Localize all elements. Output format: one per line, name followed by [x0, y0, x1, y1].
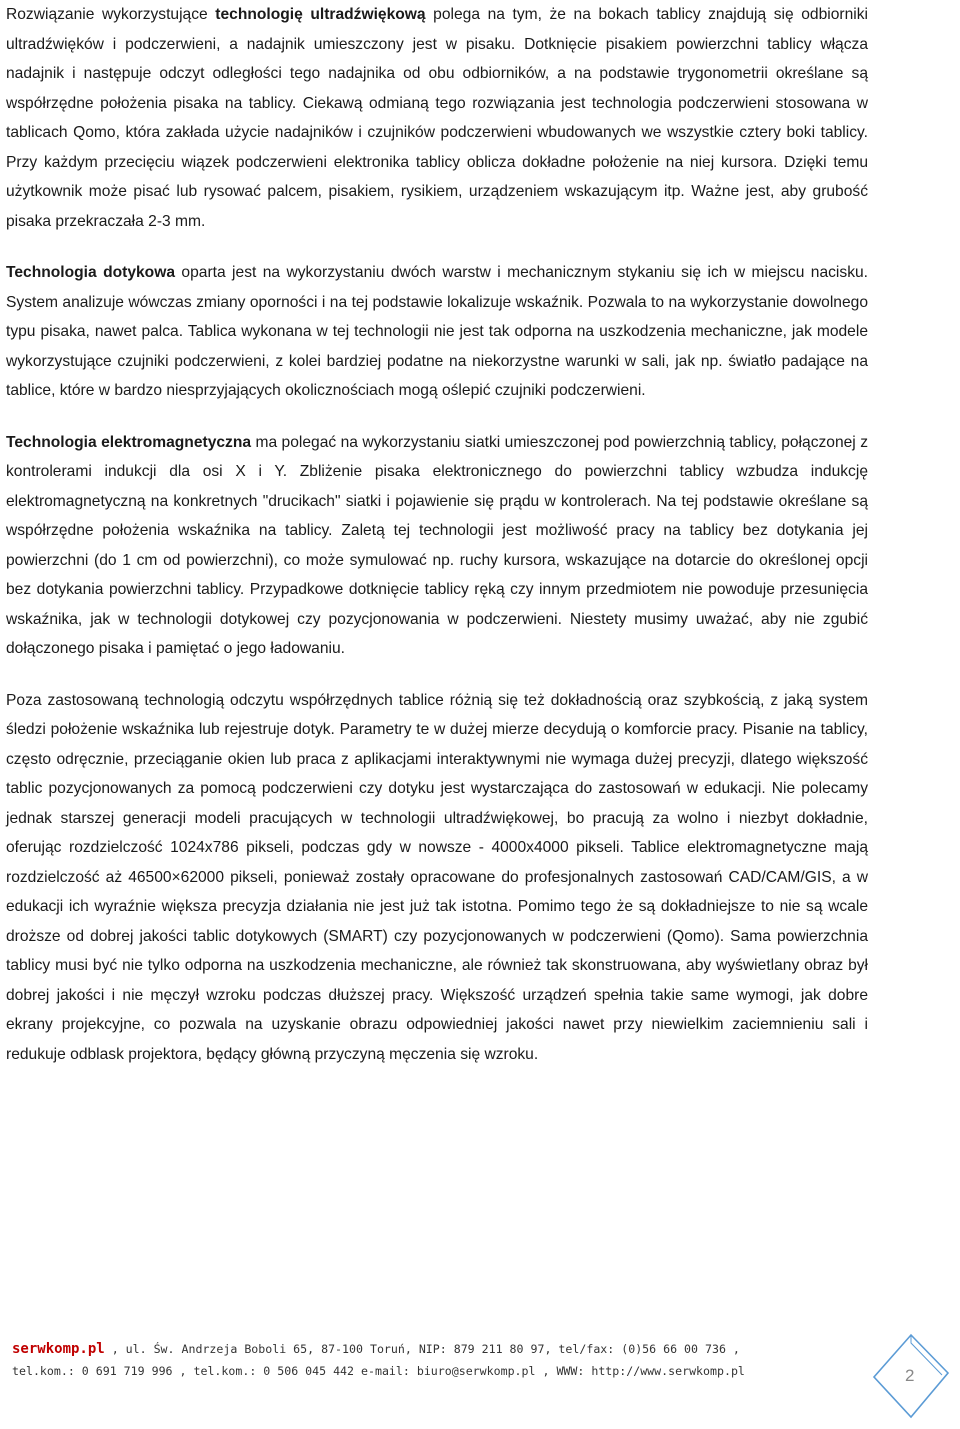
bold-term: technologię ultradźwiękową	[215, 6, 426, 23]
paragraph-text: polega na tym, że na bokach tablicy znajdują się odbiorniki ultradźwięków i podczerwieni, a nadajnik umieszczony jest w pisaku. Dotknięcie pisakiem powierzchni tablicy włącza nadajnik i następuje odczyt odległości tego nadajnika od obu odbiorników, a na podstawie trygonometrii określane są współrzędne położenia pisaka na tablicy. Ciekawą odmianą tego rozwiązania jest technologia podczerwieni stosowana w tablicach Qomo, która zakłada użycie nadajników i czujników podczerwieni wbudowanych we wszystkie cztery boki tablicy. Przy każdym przecięciu wiązek podczerwieni elektronika tablicy oblicza dokładne położenie na niej kursora. Dzięki temu użytkownik może pisać lub rysować palcem, pisakiem, rysikiem, urządzeniem wskazującym itp. Ważne jest, aby grubość pisaka przekraczała 2-3 mm.	[6, 6, 869, 230]
page-number-badge	[872, 1333, 950, 1419]
paragraph-text: ma polegać na wykorzystaniu siatki umieszczonej pod powierzchnią tablicy, połączonej z kontrolerami indukcji dla osi X i Y. Zbliżenie pisaka elektronicznego do powierzchni tablicy wzbudza indukcję elektromagnetyczną na konkretnych "drucikach" siatki i pojawienie się prądu w kontrolerach. Na tej podstawie określane są współrzędne położenia wskaźnika na tablicy. Zaletą tej technologii jest możliwość pracy na tablicy bez dotykania jej powierzchni (do 1 cm od powierzchni), co może symulować np. ruchy kursora, wskazujące na dotarcie do określonej opcji bez dotykania powierzchni tablicy. Przypadkowe dotknięcie tablicy ręką czy innym przedmiotem nie powoduje przesunięcia wskaźnika, jak w technologii dotykowej czy pozycjonowania w podczerwieni. Niestety musimy uważać, aby nie zgubić dołączonego pisaka i pamiętać o jego ładowaniu.	[6, 433, 868, 657]
footer-brand-link[interactable]: serwkomp.pl	[12, 1341, 105, 1357]
bold-term: Technologia elektromagnetyczna	[6, 433, 252, 451]
page-footer	[12, 1338, 872, 1382]
paragraph-comparison	[6, 686, 868, 1070]
paragraph-electromagnetic	[6, 428, 868, 664]
paragraph-ultrasonic	[6, 0, 868, 236]
footer-address: , ul. Św. Andrzeja Boboli 65, 87-100 Toruń, NIP: 879 211 80 97, tel/fax: (0)56 66 00 736 ,	[104, 1342, 740, 1356]
paragraph-touch	[6, 258, 868, 406]
document-body	[6, 0, 868, 1091]
page-number: 2	[905, 1366, 915, 1385]
paragraph-text: Rozwiązanie wykorzystujące	[6, 6, 216, 23]
paragraph-text: Poza zastosowaną technologią odczytu współrzędnych tablice różnią się też dokładnością oraz szybkością, z jaką system śledzi położenie wskaźnika lub rejestruje dotyk. Parametry te w dużej mierze decydują o komforcie pracy. Pisanie na tablicy, często odręcznie, przeciąganie okien lub praca z aplikacjami interaktywnymi nie wymaga dużej precyzji, dlatego większość tablic pozycjonowanych za pomocą podczerwieni czy dotyku jest wystarczająca do zastosowań w edukacji. Nie polecamy jednak starszej generacji modeli pracujących w technologii ultradźwiękowej, bo pracują za wolno i niezbyt dokładnie, oferując rozdzielczość 1024x786 pikseli, podczas gdy w nowsze - 4000x4000 pikseli. Tablice elektromagnetyczne mają rozdzielczość aż 46500×62000 pikseli, ponieważ zostały opracowane do profesjonalnych zastosowań CAD/CAM/GIS, a w edukacji ich wyraźnie większa precyzja działania nie jest już tak istotna. Pomimo tego że są dokładniejsze to nie są wcale droższe od dobrej jakości tablic dotykowych (SMART) czy pozycjonowanych w podczerwieni (Qomo). Sama powierzchnia tablicy musi być nie tylko odporna na uszkodzenia mechaniczne, ale również tak skonstruowana, aby wyświetlany obraz był dobrej jakości i nie męczył wzroku podczas dłuższej pracy. Większość urządzeń spełnia takie same wymogi, jak dobre ekrany projekcyjne, co pozwala na uzyskanie obrazu odpowiedniej jakości nawet przy niewielkim zaciemnieniu sali i redukuje odblask projektora, będący główną przyczyną męczenia się wzroku.	[6, 691, 868, 1063]
footer-line-1	[12, 1338, 872, 1360]
bold-term: Technologia dotykowa	[6, 264, 176, 281]
footer-line-2: tel.kom.: 0 691 719 996 , tel.kom.: 0 506 045 442 e-mail: biuro@serwkomp.pl , WWW: http://www.serwkomp.pl	[12, 1364, 745, 1378]
paragraph-text: oparta jest na wykorzystaniu dwóch warstw i mechanicznym stykaniu się ich w miejscu nacisku. System analizuje wówczas zmiany oporności i na tej podstawie lokalizuje wskaźnik. Pozwala to na wykorzystanie dowolnego typu pisaka, nawet palca. Tablica wykonana w tej technologii nie jest tak odporna na uszkodzenia mechaniczne, jak modele wykorzystujące czujniki podczerwieni, z kolei bardziej podatne na niekorzystne warunki w sali, jak np. światło padające na tablice, które w bardzo niesprzyjających okolicznościach mogą oślepić czujniki podczerwieni.	[6, 264, 868, 399]
